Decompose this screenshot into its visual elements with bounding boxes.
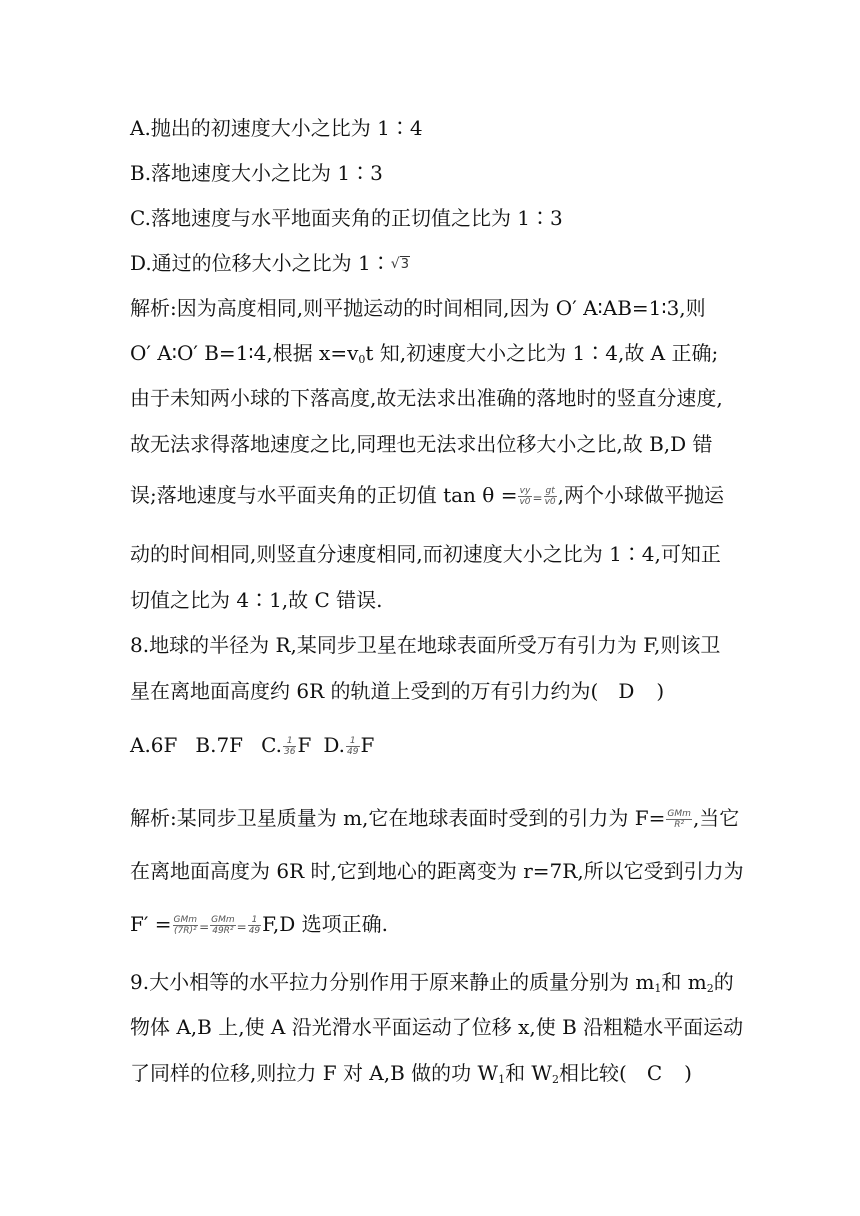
q7-option-d [130, 251, 410, 277]
q7-explanation-line-5-b: ,两个小球做平抛运 [557, 483, 724, 507]
q8-stem-line-2 [130, 679, 664, 703]
q7-option-d-text: D.通过的位移大小之比为 1∶ [130, 251, 391, 275]
q8-explanation-line-1 [130, 806, 739, 830]
subscript-1: 1 [654, 982, 662, 995]
q9-stem-line-2: 物体 A,B 上,使 A 沿光滑水平面运动了位移 x,使 B 沿粗糙水平面运动 [130, 1015, 744, 1039]
subscript-1: 1 [498, 1073, 506, 1086]
q8-stem-line-2-b: ) [656, 679, 665, 703]
fraction-gmm-49r2: $\frac{\text{GMm}}{\text{49R²}}$ [211, 915, 235, 936]
q7-explanation-line-5 [130, 483, 724, 510]
q7-explanation-line-7: 切值之比为 4∶1,故 C 错误. [130, 588, 383, 612]
q8-explanation-line-2: 在离地面高度为 6R 时,它到地心的距离变为 r=7R,所以它受到引力为 [130, 859, 744, 883]
q9-stem-line-1: 9.大小相等的水平拉力分别作用于原来静止的质量分别为 $m_1$和 $m_2$的 [130, 970, 734, 995]
q8-explanation-line-3 [130, 912, 388, 939]
fraction-1-36: $\frac{1}{36}$ [284, 736, 296, 757]
subscript-2: 2 [552, 1073, 559, 1086]
q8-option-a: A.6F [130, 733, 178, 757]
q8-explanation-line-3-b: F,D 选项正确. [262, 912, 389, 936]
q7-option-a: A.抛出的初速度大小之比为 1∶4 [130, 116, 423, 140]
q8-explanation-line-1-a: 解析:某同步卫星质量为 m,它在地球表面时受到的引力为 F= [130, 806, 666, 830]
q8-option-d: D. $\frac{1}{49}$ F [323, 733, 375, 757]
subscript-zero: 0 [358, 353, 366, 366]
q9-answer: C [646, 1061, 663, 1085]
fraction-gt-v0: $\frac{gt}{v0}$ [544, 486, 556, 507]
equals-sign: = [532, 491, 543, 505]
q7-option-b: B.落地速度大小之比为 1∶3 [130, 161, 383, 185]
q8-explanation-line-1-b: ,当它 [692, 806, 740, 830]
fraction-gmm-7r2: $\frac{\text{GMm}}{\text{(7R)²}}$ [173, 915, 198, 936]
fraction-gmm-r2: $\frac{\text{GMm}}{\text{R²}}$ [667, 809, 691, 830]
fraction-vy-v0: $\frac{vy}{v0}$ [519, 486, 531, 507]
q7-explanation-line-1: 解析:因为高度相同,则平抛运动的时间相同,因为 O′ A∶AB=1∶3,则 [130, 296, 706, 320]
sqrt-symbol: √3 [390, 256, 409, 272]
q7-explanation-line-4: 故无法求得落地速度之比,同理也无法求出位移大小之比,故 B,D 错 [130, 432, 713, 456]
q7-explanation-line-6: 动的时间相同,则竖直分速度相同,而初速度大小之比为 1∶4,可知正 [130, 542, 721, 566]
q8-options [130, 733, 374, 757]
q8-option-c: C. $\frac{1}{36}$ F [261, 733, 312, 757]
fraction-1-49: $\frac{1}{49}$ [248, 915, 261, 936]
q8-explanation-line-3-a: F′ = [130, 912, 172, 936]
q7-explanation-line-3: 由于未知两小球的下落高度,故无法求出准确的落地时的竖直分速度, [130, 386, 723, 410]
q7-option-c: C.落地速度与水平地面夹角的正切值之比为 1∶3 [130, 206, 563, 230]
equals-sign: = [199, 920, 210, 934]
q8-stem-line-1: 8.地球的半径为 R,某同步卫星在地球表面所受万有引力为 F,则该卫 [130, 633, 721, 657]
q7-explanation-line-5-a: 误;落地速度与水平面夹角的正切值 tan θ = [130, 483, 518, 507]
q7-explanation-line-2-a: O′ A∶O′ B=1∶4,根据 x=v [130, 341, 359, 365]
q8-stem-line-2-a: 星在离地面高度约 6R 的轨道上受到的万有引力约为( [130, 679, 599, 703]
fraction-1-49: $\frac{1}{49}$ [347, 736, 359, 757]
q9-stem-line-3: 了同样的位移,则拉力 F 对 A,B 做的功 $W_1$和 $W_2$相比较( C ) [130, 1061, 692, 1086]
sqrt-radicand: 3 [400, 257, 409, 272]
q7-explanation-line-2 [130, 341, 718, 365]
q7-explanation-line-2-b: t 知,初速度大小之比为 1∶4,故 A 正确; [365, 341, 719, 365]
subscript-2: 2 [706, 982, 714, 995]
equals-sign: = [236, 920, 247, 934]
q8-answer: D [618, 679, 635, 703]
q8-option-b: B.7F [195, 733, 244, 757]
